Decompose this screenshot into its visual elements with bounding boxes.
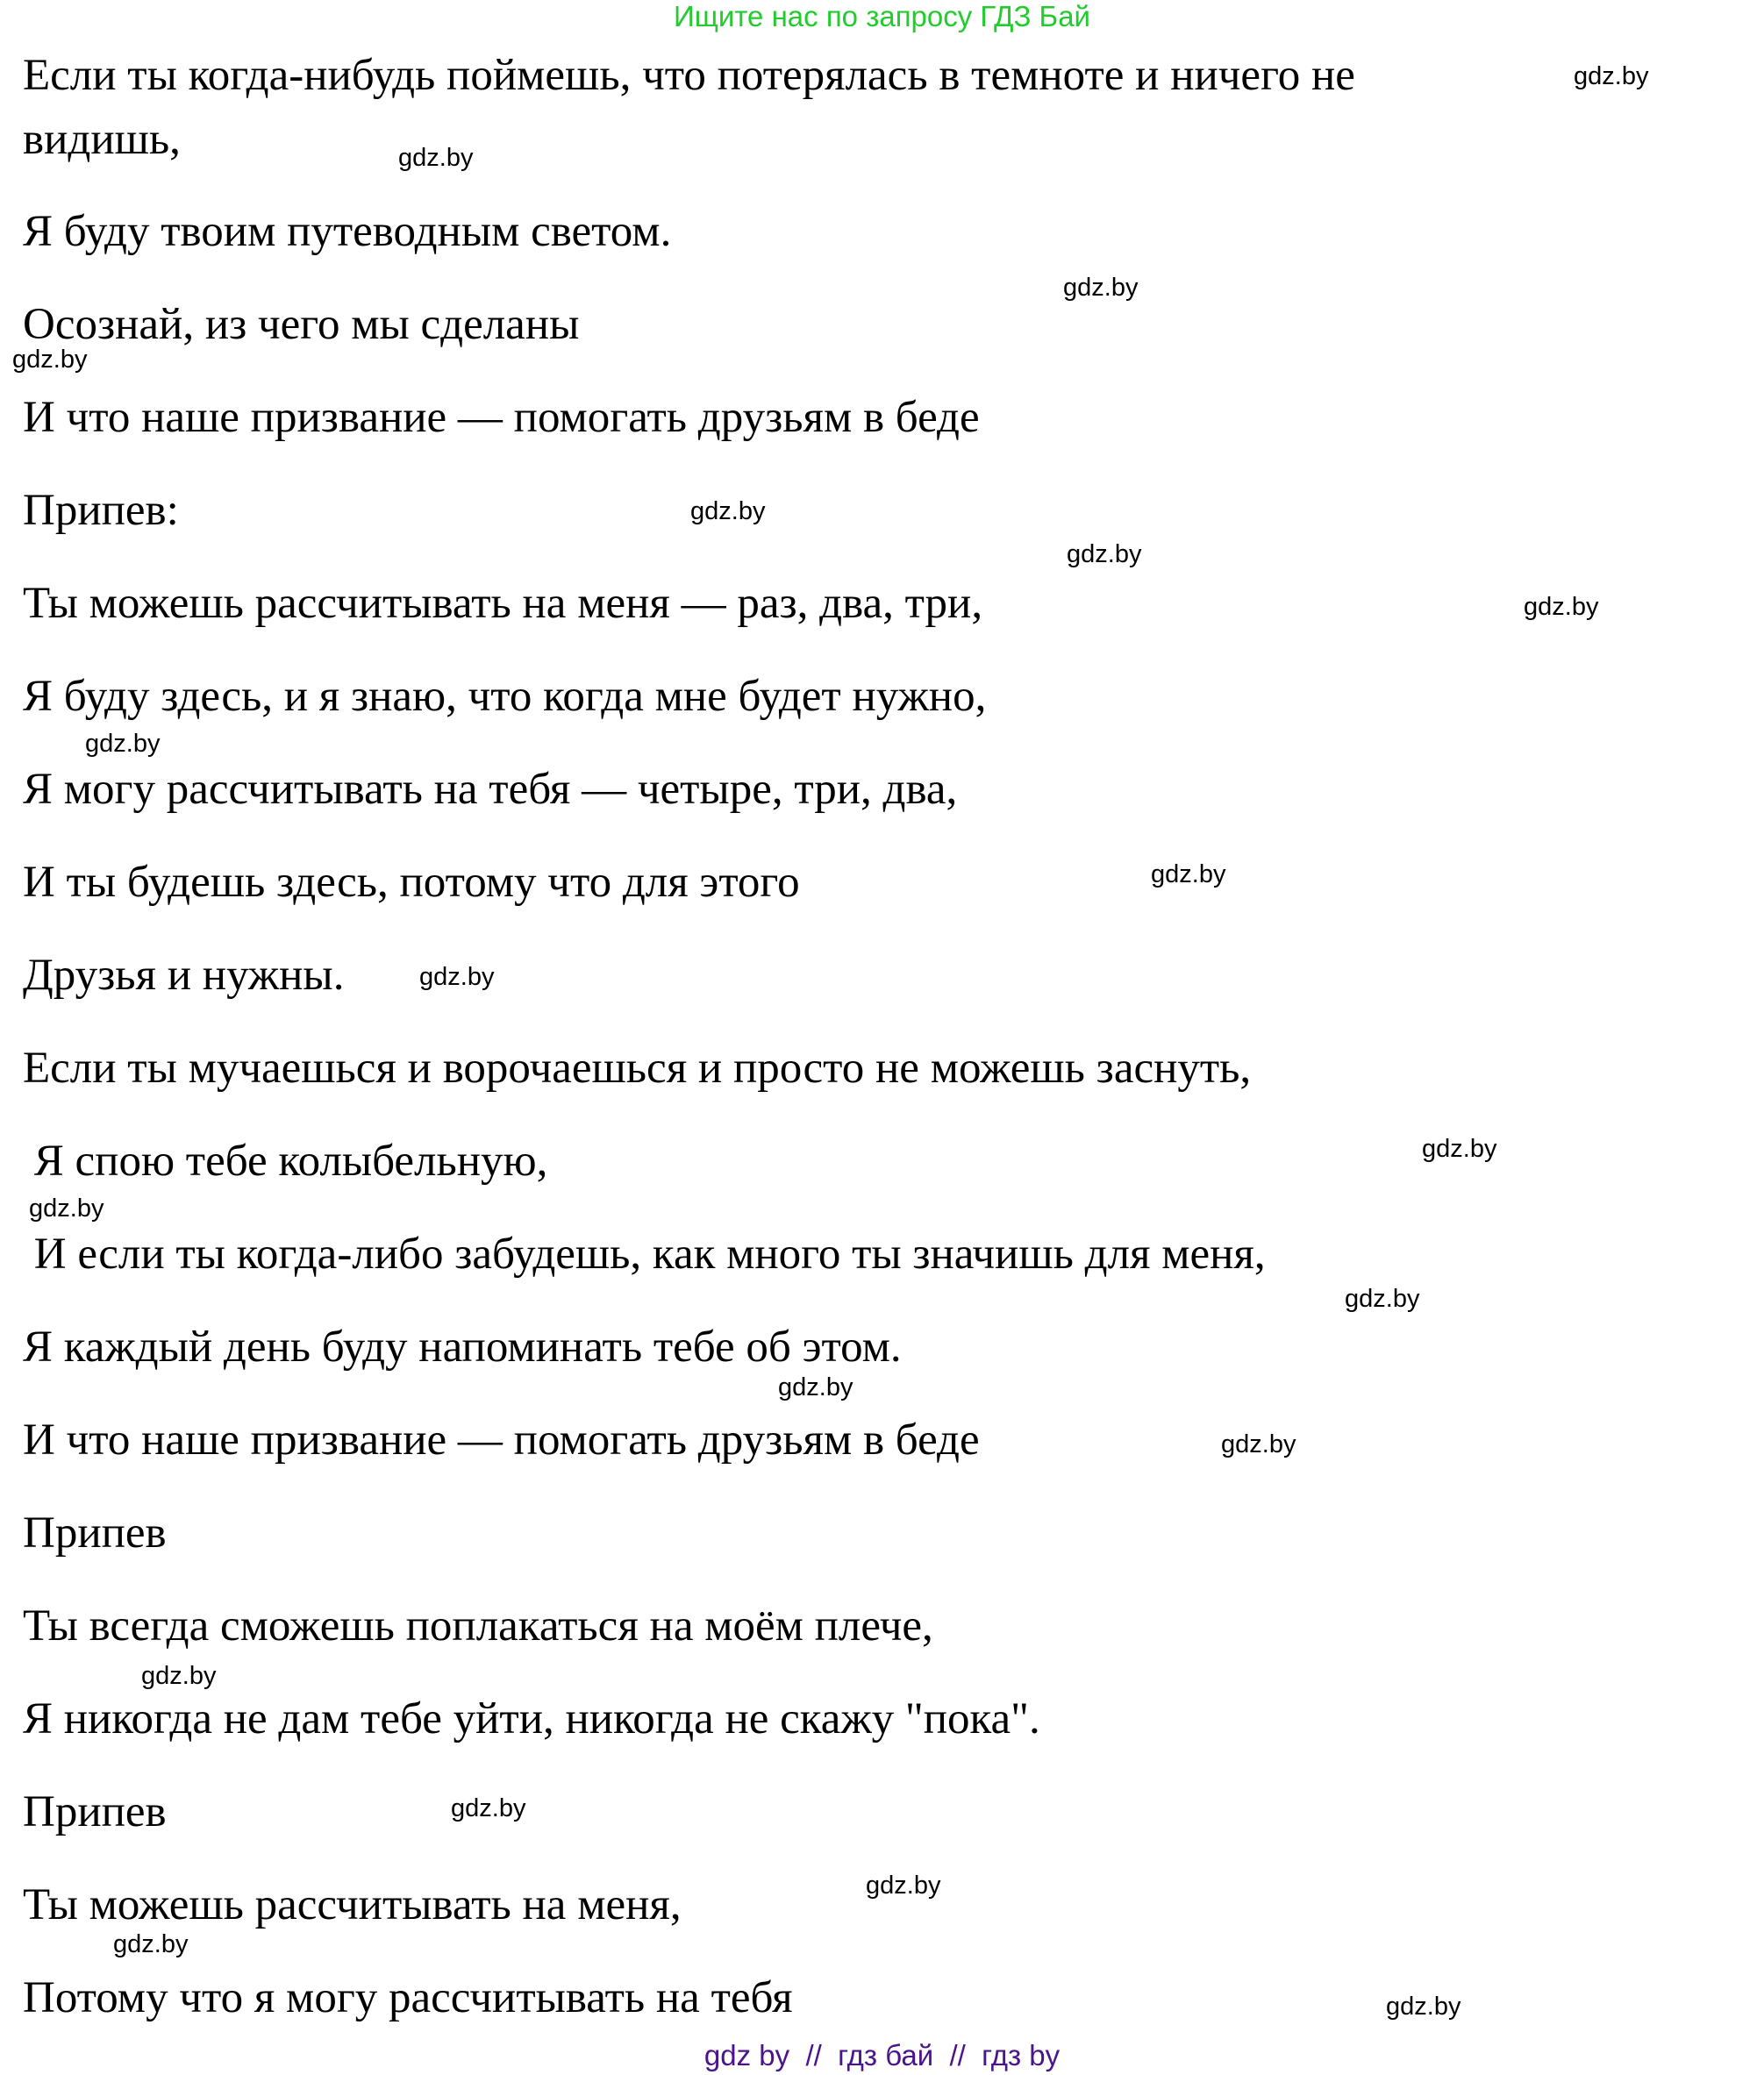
watermark: gdz.by [398, 144, 474, 172]
lyric-line: Друзья и нужны. [23, 951, 345, 1000]
watermark: gdz.by [1422, 1135, 1497, 1163]
lyric-line: Ты всегда сможешь поплакаться на моём плече, [23, 1601, 933, 1651]
watermark: gdz.by [1574, 62, 1649, 90]
lyric-line: Если ты когда-нибудь поймешь, что потерялась в темноте и ничего не [23, 51, 1355, 100]
lyric-line: И если ты когда-либо забудешь, как много ты значишь для меня, [23, 1230, 1266, 1279]
search-hint-header: Ищите нас по запросу ГДЗ Бай [674, 0, 1090, 32]
site-footer: gdz by // гдз бай // гдз by [703, 2039, 1061, 2071]
watermark: gdz.by [1524, 593, 1599, 621]
watermark: gdz.by [12, 346, 88, 374]
lyric-line: Я буду здесь, и я знаю, что когда мне будет нужно, [23, 672, 987, 721]
watermark: gdz.by [1151, 860, 1226, 888]
watermark: gdz.by [1067, 540, 1142, 568]
watermark: gdz.by [451, 1794, 526, 1822]
lyric-line: Я буду твоим путеводным светом. [23, 207, 672, 256]
lyric-line: Припев: [23, 486, 179, 535]
lyric-line: Я каждый день буду напоминать тебе об этом. [23, 1323, 902, 1372]
watermark: gdz.by [1345, 1285, 1420, 1313]
lyric-line: Я могу рассчитывать на тебя — четыре, три, два, [23, 765, 958, 814]
watermark: gdz.by [690, 497, 766, 525]
watermark: gdz.by [113, 1930, 189, 1958]
lyric-line: Если ты мучаешься и ворочаешься и просто не можешь заснуть, [23, 1044, 1252, 1093]
lyric-line: И ты будешь здесь, потому что для этого [23, 858, 800, 907]
watermark: gdz.by [419, 963, 495, 991]
lyric-line: Я никогда не дам тебе уйти, никогда не скажу "пока". [23, 1694, 1040, 1743]
watermark: gdz.by [1386, 1993, 1461, 2021]
lyric-line: Осознай, из чего мы сделаны [23, 300, 580, 349]
lyric-line: Я спою тебе колыбельную, [23, 1137, 548, 1186]
watermark: gdz.by [141, 1662, 217, 1690]
watermark: gdz.by [85, 730, 161, 758]
watermark: gdz.by [866, 1872, 941, 1900]
lyric-line: И что наше призвание — помогать друзьям в беде [23, 393, 980, 442]
lyric-line: Ты можешь рассчитывать на меня, [23, 1880, 682, 1929]
lyric-line: Потому что я могу рассчитывать на тебя [23, 1973, 793, 2022]
lyric-line: И что наше призвание — помогать друзьям в беде [23, 1415, 980, 1465]
watermark: gdz.by [29, 1194, 104, 1223]
lyric-line: видишь, [23, 115, 181, 164]
lyric-line: Ты можешь рассчитывать на меня — раз, два, три, [23, 579, 983, 628]
watermark: gdz.by [1221, 1430, 1296, 1458]
lyric-line: Припев [23, 1508, 167, 1558]
watermark: gdz.by [778, 1373, 853, 1401]
lyric-line: Припев [23, 1787, 167, 1836]
watermark: gdz.by [1063, 274, 1139, 302]
